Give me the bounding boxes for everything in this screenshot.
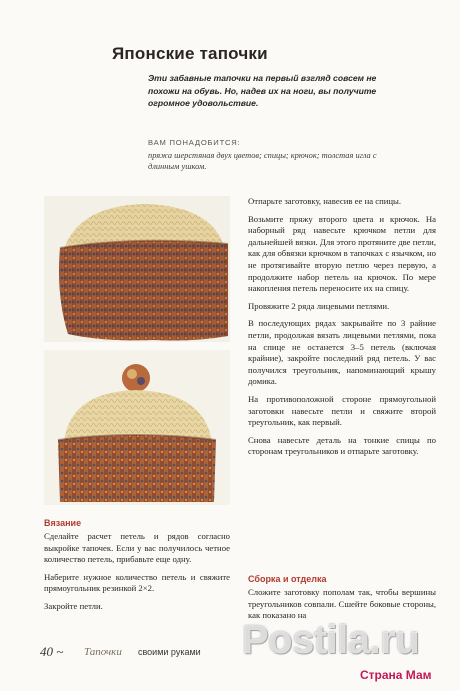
assembly-heading: Сборка и отделка xyxy=(248,574,327,584)
knitting-paragraph: Закройте петли. xyxy=(44,600,103,611)
instruction-paragraph: На противоположной стороне прямоугольной заготовки навесьте петли и свяжите второй треугольник, как первый. xyxy=(248,393,436,428)
magazine-brand: Тапочки xyxy=(84,646,122,658)
slipper-photo-bottom xyxy=(44,350,230,505)
page-number: 40 ~ xyxy=(40,644,64,659)
intro-text: Эти забавные тапочки на первый взгляд совсем не похожи на обувь. Но, надев их на ноги, вы получите огромное удовольствие. xyxy=(148,73,377,109)
instruction-paragraph: Отпарьте заготовку, навесив ее на спицы. xyxy=(248,196,402,206)
slipper-pompom-illustration xyxy=(44,350,230,505)
slipper-side-illustration xyxy=(44,196,230,342)
materials-heading: ВАМ ПОНАДОБИТСЯ: xyxy=(148,138,241,147)
knitting-paragraph: Наберите нужное количество петель и свяжите прямоугольник резинкой 2×2. xyxy=(44,571,230,594)
watermark-logo: Postila.ru xyxy=(242,618,420,662)
watermark-sublogo: Страна Мам xyxy=(360,668,432,682)
knitting-heading: Вязание xyxy=(44,518,82,528)
slipper-photo-top xyxy=(44,196,230,342)
knitting-paragraph: Сделайте расчет петель и рядов согласно выкройке тапочек. Если у вас получилось четное количество петель, прибавьте еще одну. xyxy=(44,531,230,565)
page-title: Японские тапочки xyxy=(112,44,268,63)
materials-text: пряжа шерстяная двух цветов; спицы; крючок; толстая игла с длинным ушком. xyxy=(148,151,377,172)
knitting-text xyxy=(44,531,230,619)
magazine-subtitle: своими руками xyxy=(138,647,201,657)
instruction-paragraph: В последующих рядах закрывайте по 3 райние петли, продолжая вязать лицевыми петлями, пока на спице не останется 3–5 петель (включая крайние), закройте последний ряд петель. У вас получился треугольник, напоминающий крышу домика. xyxy=(248,318,436,387)
instruction-paragraph: Снова навесьте деталь на тонкие спицы по сторонам треугольников и отпарьте заготовку. xyxy=(248,434,436,457)
instruction-paragraph: Возьмите пряжу второго цвета и крючок. На наборный ряд навесьте крючком петли для дальнейшей вязки. Для этого протяните две петли, как для обвязки крючком в тапочках с язычком, но не протягивайте вторую петлю через первую, а продолжите набор петель на крючок. По мере накопления петель переносите их на спицу. xyxy=(248,213,436,294)
instruction-paragraph: Провяжите 2 ряда лицевыми петлями. xyxy=(248,300,390,311)
instructions-column xyxy=(248,196,436,464)
assembly-text: Сложите заготовку пополам так, чтобы вершины треугольников совпали. Сшейте боковые стороны, как показано на xyxy=(248,587,436,621)
